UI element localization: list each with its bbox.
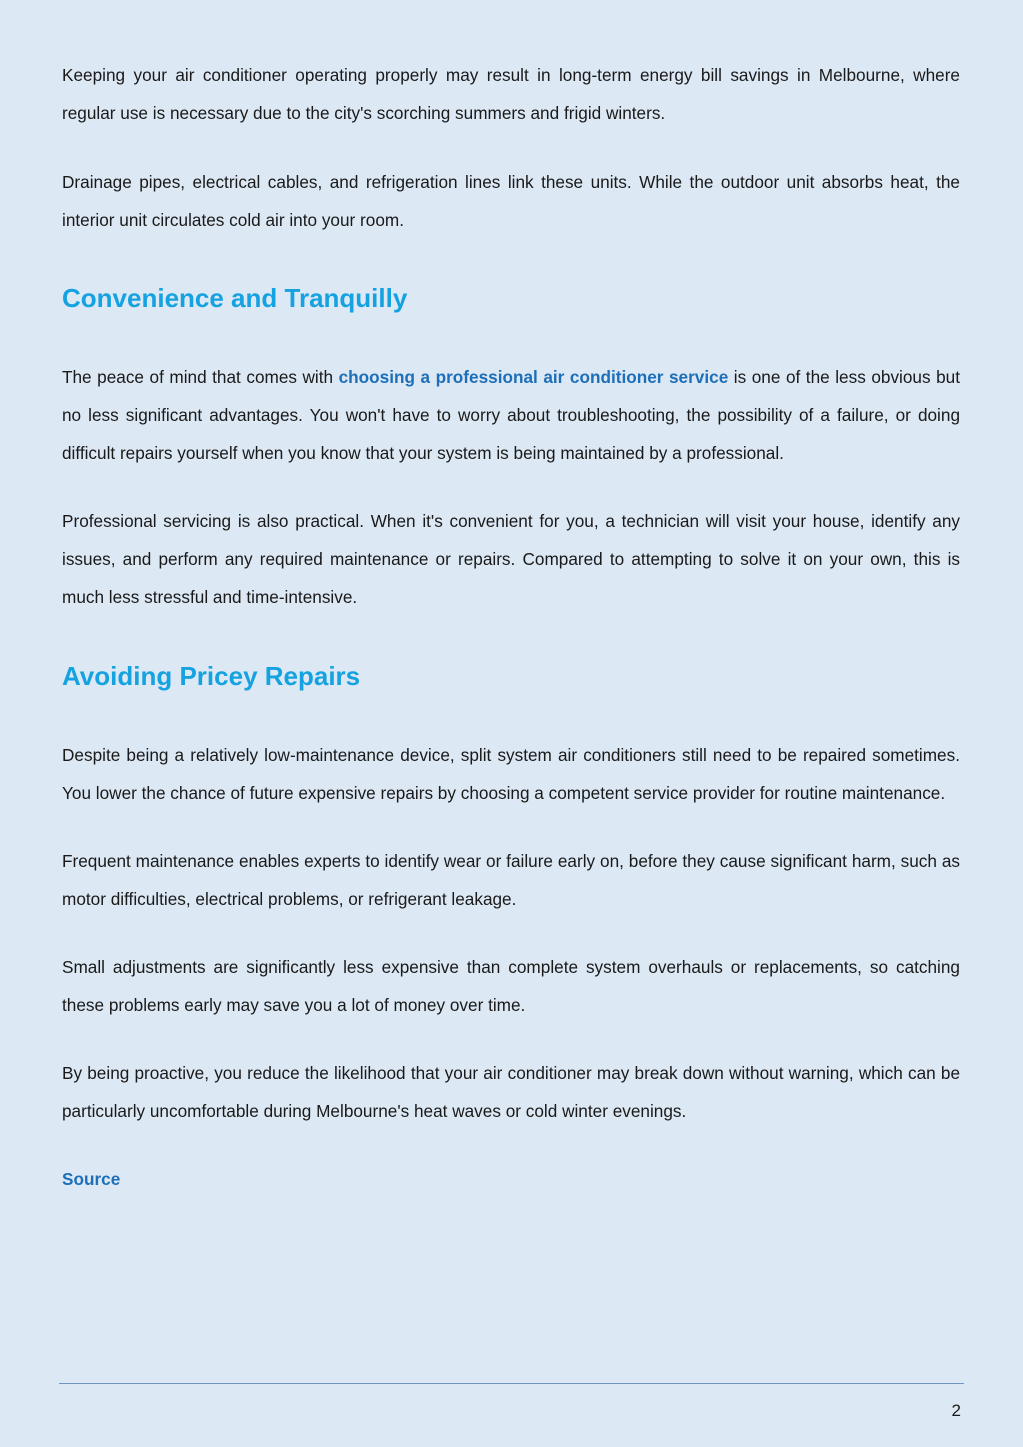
professional-service-link[interactable]: choosing a professional air conditioner service [338, 367, 729, 387]
footer-divider [59, 1383, 964, 1384]
section-heading-avoiding-repairs: Avoiding Pricey Repairs [62, 661, 361, 691]
page-number: 2 [951, 1401, 961, 1420]
intro-paragraph-1: Keeping your air conditioner operating properly may result in long-term energy bill savings in Melbourne, where regular use is necessary due to the city's scorching summers and frigid winters. [62, 65, 960, 123]
convenience-paragraph-1-text-before: The peace of mind that comes with [62, 367, 339, 387]
source-link[interactable]: Source [62, 1169, 121, 1189]
section-heading-convenience: Convenience and Tranquilly [62, 283, 408, 313]
document-page [62, 56, 960, 1198]
intro-paragraph-2: Drainage pipes, electrical cables, and refrigeration lines link these units. While the outdoor unit absorbs heat, the interior unit circulates cold air into your room. [62, 172, 960, 230]
source-paragraph [62, 1160, 960, 1198]
convenience-paragraph-1-text-after: is one of the less obvious but no less significant advantages. You won't have to worry about troubleshooting, the possibility of a failure, or doing difficult repairs yourself when you know that your system is being maintained by a professional. [62, 367, 960, 463]
repairs-paragraph-1: Despite being a relatively low-maintenance device, split system air conditioners still need to be repaired sometimes. You lower the chance of future expensive repairs by choosing a competent service provider for routine maintenance. [62, 745, 960, 803]
repairs-paragraph-4: By being proactive, you reduce the likelihood that your air conditioner may break down without warning, which can be particularly uncomfortable during Melbourne's heat waves or cold winter evenings. [62, 1063, 960, 1121]
repairs-paragraph-2: Frequent maintenance enables experts to identify wear or failure early on, before they cause significant harm, such as motor difficulties, electrical problems, or refrigerant leakage. [62, 851, 960, 909]
convenience-paragraph-2: Professional servicing is also practical. When it's convenient for you, a technician will visit your house, identify any issues, and perform any required maintenance or repairs. Compared to attempting to solve it on your own, this is much less stressful and time-intensive. [62, 511, 960, 607]
repairs-paragraph-3: Small adjustments are significantly less expensive than complete system overhauls or replacements, so catching these problems early may save you a lot of money over time. [62, 957, 960, 1015]
convenience-paragraph-1 [62, 358, 960, 472]
